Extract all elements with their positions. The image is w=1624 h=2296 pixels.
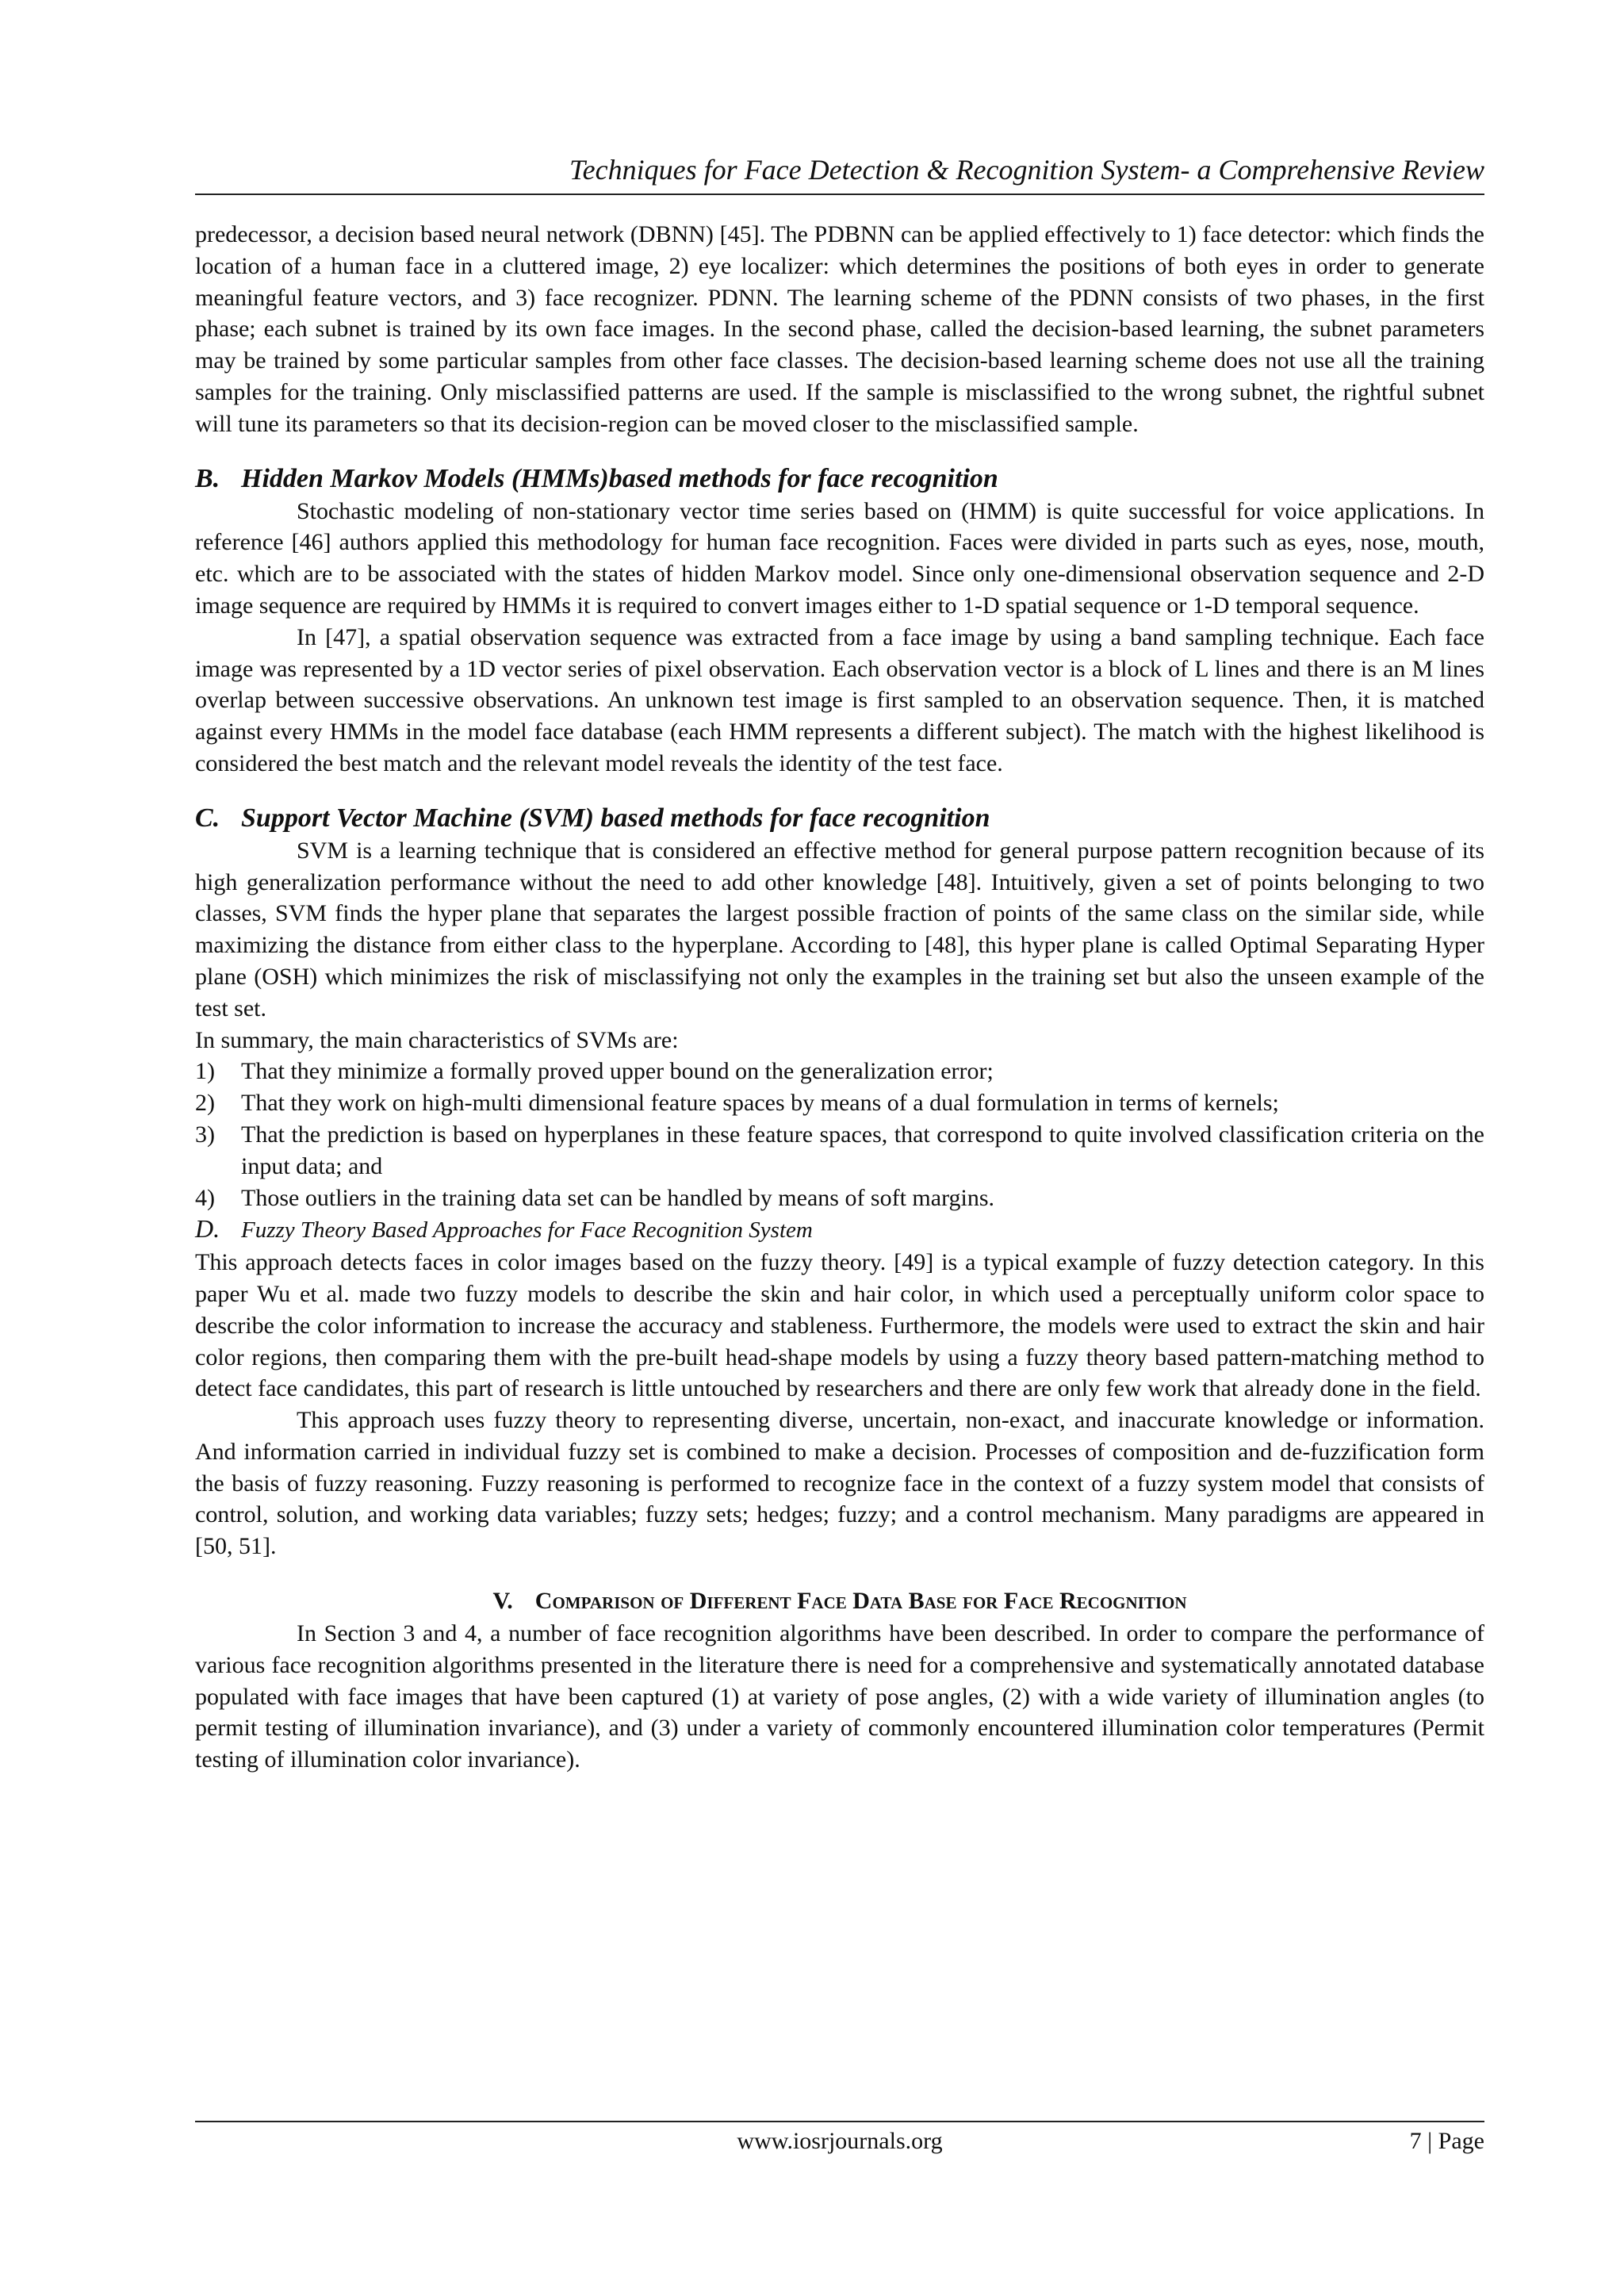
list-item-number: 1) xyxy=(195,1058,215,1085)
list-item-number: 4) xyxy=(195,1184,215,1211)
footer-rule xyxy=(195,2121,1484,2122)
list-item xyxy=(195,1056,1484,1087)
list-item-number: 2) xyxy=(195,1090,215,1117)
list-item xyxy=(195,1087,1484,1119)
section-d-heading xyxy=(195,1213,1484,1247)
section-b-heading xyxy=(195,462,1484,496)
page-number: 7 | Page xyxy=(1409,2128,1484,2154)
list-item xyxy=(195,1182,1484,1214)
section-c-heading xyxy=(195,802,1484,835)
section-c-title: Support Vector Machine (SVM) based methods for face recognition xyxy=(241,803,990,833)
section-d-paragraph-1: This approach detects faces in color images based on the fuzzy theory. [49] is a typical example of fuzzy detection category. In this paper Wu et al. made two fuzzy models to describe the skin and hair color, in which used a perceptually uniform color space to describe the color information to increase the accuracy and stableness. Furthermore, the models were used to extract the skin and hair color regions, then comparing them with the pre-built head-shape models by using a fuzzy theory based pattern-matching method to detect face candidates, this part of research is little untouched by researchers and there are only few work that already done in the field. xyxy=(195,1249,1484,1402)
article-body xyxy=(195,219,1484,1776)
section-b-paragraph-2: In [47], a spatial observation sequence was extracted from a face image by using a band sampling technique. Each face image was represented by a 1D vector series of pixel observation. Each observation vector is a block of L lines and there is an M lines overlap between successive observations. An unknown test image is first sampled to an observation sequence. Then, it is matched against every HMMs in the model face database (each HMM represents a different subject). The match with the highest likelihood is considered the best match and the relevant model reveals the identity of the test face. xyxy=(195,623,1484,776)
list-item xyxy=(195,1119,1484,1182)
section-c-paragraph-1: SVM is a learning technique that is considered an effective method for general purpose pattern recognition because of its high generalization performance without the need to add other knowledge [48]. Intuitively, given a set of points belonging to two classes, SVM finds the hyper plane that separates the largest possible fraction of points of the same class on the similar side, while maximizing the distance from either class to the hyperplane. According to [48], this hyper plane is called Optimal Separating Hyper plane (OSH) which minimizes the risk of misclassifying not only the examples in the training set but also the unseen example of the test set. xyxy=(195,837,1484,1022)
section-d-number: D. xyxy=(195,1214,220,1244)
section-v-paragraph-1: In Section 3 and 4, a number of face recognition algorithms have been described. In order to compare the performance of various face recognition algorithms presented in the literature there is need for a comprehensive and systematically annotated database populated with face images that have been captured (1) at variety of pose angles, (2) with a wide variety of illumination angles (to permit testing of illumination invariance), and (3) under a variety of commonly encountered illumination color temperatures (Permit testing of illumination color invariance). xyxy=(195,1620,1484,1773)
section-c-number: C. xyxy=(195,803,220,833)
list-item-text: That the prediction is based on hyperplanes in these feature spaces, that correspond to quite involved classification criteria on the input data; and xyxy=(241,1121,1484,1179)
section-b-title: Hidden Markov Models (HMMs)based methods for face recognition xyxy=(241,463,998,493)
section-v-heading xyxy=(195,1585,1484,1618)
list-item-number: 3) xyxy=(195,1121,215,1148)
section-b-paragraph-1: Stochastic modeling of non-stationary vector time series based on (HMM) is quite successful for voice applications. In reference [46] authors applied this methodology for human face recognition. Faces were divided in parts such as eyes, nose, mouth, etc. which are to be associated with the states of hidden Markov model. Since only one-dimensional observation sequence and 2-D image sequence are required by HMMs it is required to convert images either to 1-D spatial sequence or 1-D temporal sequence. xyxy=(195,497,1484,619)
list-item-text: Those outliers in the training data set can be handled by means of soft margins. xyxy=(241,1184,995,1211)
running-header: Techniques for Face Detection & Recognition System- a Comprehensive Review xyxy=(569,154,1484,186)
journal-url: www.iosrjournals.org xyxy=(737,2128,943,2154)
intro-paragraph: predecessor, a decision based neural network (DBNN) [45]. The PDBNN can be applied effectively to 1) face detector: which finds the location of a human face in a cluttered image, 2) eye localizer: which determines the positions of both eyes in order to generate meaningful feature vectors, and 3) face recognizer. PDNN. The learning scheme of the PDNN consists of two phases, in the first phase; each subnet is trained by its own face images. In the second phase, called the decision-based learning, the subnet parameters may be trained by some particular samples from other face classes. The decision-based learning scheme does not use all the training samples for the training. Only misclassified patterns are used. If the sample is misclassified to the wrong subnet, the rightful subnet will tune its parameters so that its decision-region can be moved closer to the misclassified sample. xyxy=(195,221,1484,437)
list-item-text: That they minimize a formally proved upper bound on the generalization error; xyxy=(241,1058,994,1085)
section-d-paragraph-2: This approach uses fuzzy theory to representing diverse, uncertain, non-exact, and inaccurate knowledge or information. And information carried in individual fuzzy set is combined to make a decision. Processes of composition and de-fuzzification form the basis of fuzzy reasoning. Fuzzy reasoning is performed to recognize face in the context of a fuzzy system model that consists of control, solution, and working data variables; fuzzy sets; hedges; fuzzy; and a control mechanism. Many paradigms are appeared in [50, 51]. xyxy=(195,1407,1484,1560)
section-v-title: Comparison of Different Face Data Base for Face Recognition xyxy=(534,1588,1187,1615)
header-rule xyxy=(195,194,1484,195)
section-v-number: V. xyxy=(492,1588,513,1615)
svm-characteristics-list xyxy=(195,1056,1484,1213)
section-d-title: Fuzzy Theory Based Approaches for Face Recognition System xyxy=(241,1217,813,1244)
section-c-summary: In summary, the main characteristics of SVMs are: xyxy=(195,1026,679,1053)
section-b-number: B. xyxy=(195,463,220,493)
list-item-text: That they work on high-multi dimensional feature spaces by means of a dual formulation in terms of kernels; xyxy=(241,1090,1279,1117)
